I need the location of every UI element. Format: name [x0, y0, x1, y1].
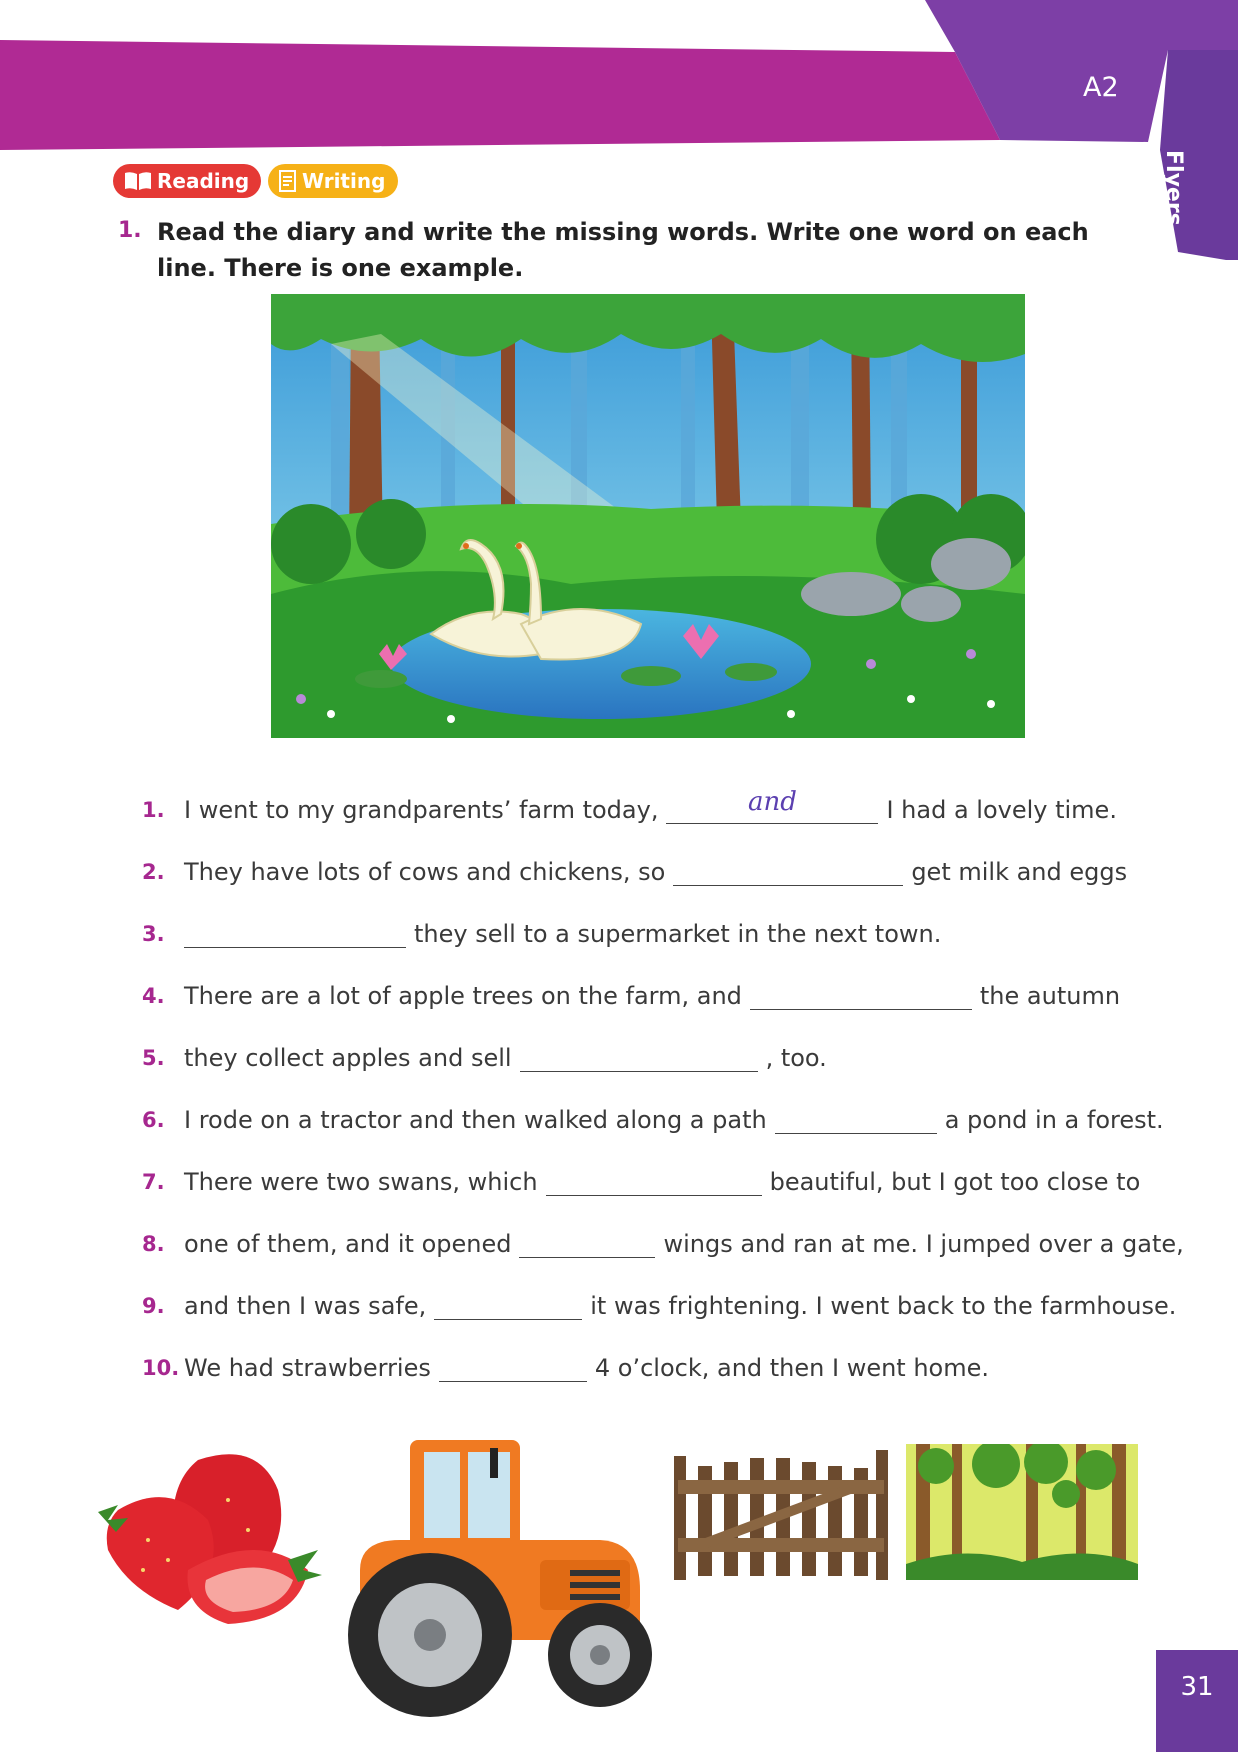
question-text-before: We had strawberries [184, 1354, 431, 1382]
question-text-after: a pond in a forest. [944, 1106, 1164, 1134]
question-text-before: There are a lot of apple trees on the farm, and [184, 982, 742, 1010]
question-text-after: , too. [765, 1044, 827, 1072]
writing-label: Writing [302, 169, 386, 193]
answer-blank[interactable] [775, 1103, 937, 1134]
question-number: 9. [142, 1294, 165, 1318]
question-text-after: 4 o’clock, and then I went home. [594, 1354, 990, 1382]
book-icon [123, 170, 153, 192]
question-number: 5. [142, 1046, 165, 1070]
example-answer: and [748, 787, 797, 817]
question-text-after: beautiful, but I got too close to [769, 1168, 1141, 1196]
question-text-before: one of them, and it opened [184, 1230, 512, 1258]
answer-blank[interactable] [666, 787, 878, 824]
level-label: A2 [1083, 72, 1119, 103]
forest-pond-illustration [271, 294, 1025, 738]
answer-blank[interactable] [520, 1041, 758, 1072]
answer-blank[interactable] [750, 979, 972, 1010]
reading-badge [113, 164, 261, 198]
question-text-before: they collect apples and sell [184, 1044, 512, 1072]
question-number: 1. [142, 798, 165, 822]
question-number: 10. [142, 1356, 180, 1380]
answer-blank[interactable] [519, 1227, 655, 1258]
task-instruction: Read the diary and write the missing words. Write one word on each line. There is one example. [157, 218, 1089, 282]
answer-blank[interactable] [184, 917, 406, 948]
question-text-before: I rode on a tractor and then walked along a path [184, 1106, 767, 1134]
side-tab-label: Flyers [1161, 150, 1186, 226]
wooden-gate-picture [668, 1446, 894, 1580]
question-text-after: get milk and eggs [911, 858, 1128, 886]
question-text-before: and then I was safe, [184, 1292, 427, 1320]
tractor-picture [340, 1430, 652, 1720]
question-text-after: they sell to a supermarket in the next town. [414, 920, 942, 948]
answer-blank[interactable] [546, 1165, 762, 1196]
question-text-after: it was frightening. I went back to the farmhouse. [590, 1292, 1177, 1320]
question-text-after: I had a lovely time. [886, 796, 1117, 824]
question-number: 2. [142, 860, 165, 884]
reading-label: Reading [157, 169, 250, 193]
question-number: 7. [142, 1170, 165, 1194]
task-number: 1. [118, 218, 142, 243]
question-text-after: the autumn [979, 982, 1121, 1010]
question-text-before: I went to my grandparents’ farm today, [184, 796, 659, 824]
strawberries-picture [88, 1440, 324, 1626]
answer-blank[interactable] [439, 1351, 587, 1382]
notepad-icon [278, 169, 298, 193]
question-text-before: They have lots of cows and chickens, so [184, 858, 666, 886]
question-number: 3. [142, 922, 165, 946]
question-text-after: wings and ran at me. I jumped over a gate, [663, 1230, 1184, 1258]
question-number: 8. [142, 1232, 165, 1256]
answer-blank[interactable] [673, 855, 903, 886]
answer-blank[interactable] [434, 1289, 582, 1320]
question-text-before: There were two swans, which [184, 1168, 538, 1196]
forest-picture [906, 1444, 1138, 1580]
writing-badge [268, 164, 398, 198]
question-number: 6. [142, 1108, 165, 1132]
question-number: 4. [142, 984, 165, 1008]
page-number: 31 [1180, 1672, 1214, 1702]
